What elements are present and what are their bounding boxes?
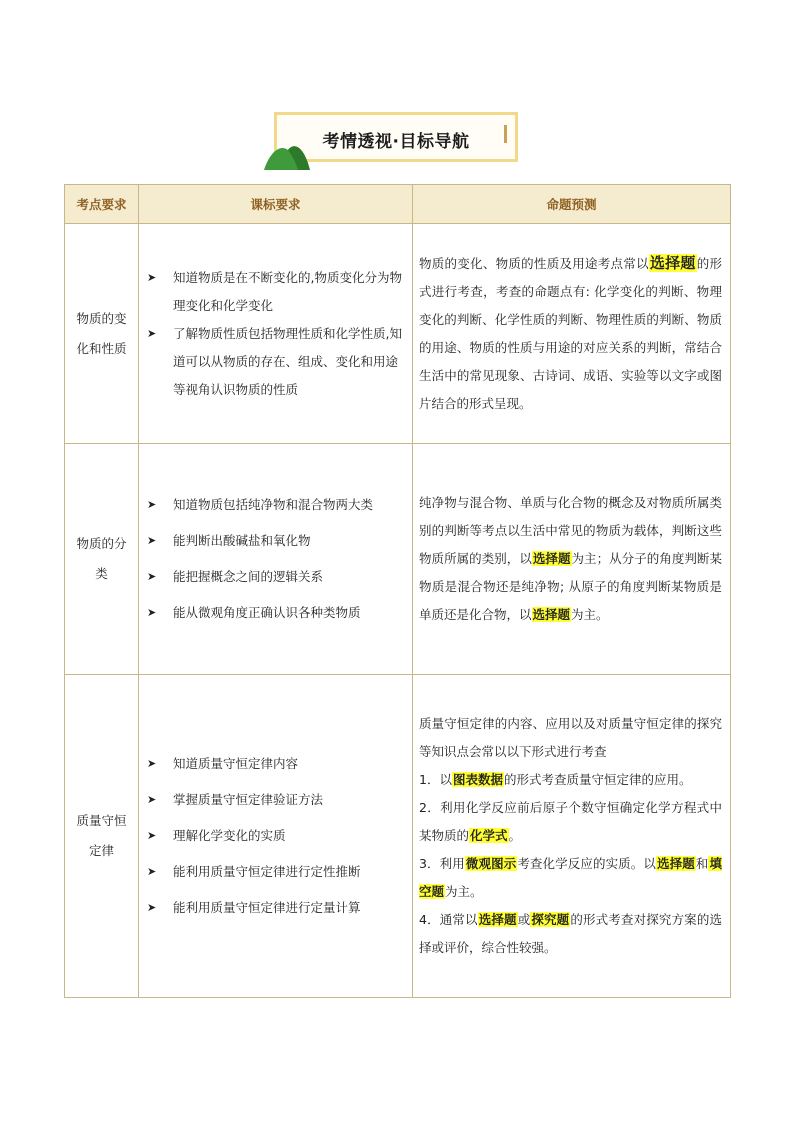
list-item: ➤ 了解物质性质包括物理性质和化学性质,知道可以从物质的存在、组成、变化和用途等视角认识物质的性质 xyxy=(147,320,406,404)
table-row xyxy=(65,444,731,675)
arrowhead-bullet-icon: ➤ xyxy=(147,793,157,806)
arrowhead-bullet-icon: ➤ xyxy=(147,865,157,878)
arrowhead-bullet-icon: ➤ xyxy=(147,326,157,340)
list-item: ➤ 能利用质量守恒定律进行定量计算 xyxy=(147,894,406,922)
prediction-text: 纯净物与混合物、单质与化合物的概念及对物质所属类别的判断等考点以生活中常见的物质为载体，判断这些物质所属的类别，以选择题为主；从分子的角度判断某物质是混合物还是纯净物; 从原子的角度判断某物质是单质还是化合物，以选择题为主。 xyxy=(419,495,722,622)
requirements-cell xyxy=(139,224,413,444)
prediction-item-3: 3．利用微观图示考查化学反应的实质。以选择题和填空题为主。 xyxy=(419,856,722,899)
topic-cell: 物质的分类 xyxy=(65,444,139,675)
header-prediction: 命题预测 xyxy=(413,185,731,224)
prediction-cell xyxy=(413,675,731,998)
arrowhead-bullet-icon: ➤ xyxy=(147,829,157,842)
highlight: 选择题 xyxy=(657,856,695,871)
prediction-cell xyxy=(413,224,731,444)
header-requirements: 课标要求 xyxy=(139,185,413,224)
arrowhead-bullet-icon: ➤ xyxy=(147,757,157,770)
table-header-row xyxy=(65,185,731,224)
highlight: 图表数据 xyxy=(452,772,503,787)
prediction-item-1: 1．以图表数据的形式考查质量守恒定律的应用。 xyxy=(419,772,692,787)
banner-accent-line xyxy=(504,125,507,143)
section-banner xyxy=(262,110,524,170)
prediction-cell xyxy=(413,444,731,675)
list-item: ➤ 能从微观角度正确认识各种类物质 xyxy=(147,599,406,627)
topic-cell: 质量守恒定律 xyxy=(65,675,139,998)
highlight: 选择题 xyxy=(532,607,571,622)
exam-analysis-table xyxy=(64,184,731,998)
banner-title: 考情透视·目标导航 xyxy=(322,132,470,152)
topic-cell: 物质的变化和性质 xyxy=(65,224,139,444)
highlight: 化学式 xyxy=(470,828,508,843)
green-hill-icon xyxy=(262,138,312,170)
prediction-item-2: 2．利用化学反应前后原子个数守恒确定化学方程式中某物质的化学式。 xyxy=(419,800,722,843)
prediction-item-4: 4．通常以选择题或探究题的形式考查对探究方案的选择或评价，综合性较强。 xyxy=(419,912,722,955)
table-row xyxy=(65,675,731,998)
highlight: 填空题 xyxy=(419,856,722,899)
header-topic: 考点要求 xyxy=(65,185,139,224)
list-item: ➤ 理解化学变化的实质 xyxy=(147,822,406,850)
highlight: 选择题 xyxy=(478,912,517,927)
arrowhead-bullet-icon: ➤ xyxy=(147,534,157,547)
arrowhead-bullet-icon: ➤ xyxy=(147,270,157,284)
list-item: ➤ 能判断出酸碱盐和氧化物 xyxy=(147,527,406,555)
arrowhead-bullet-icon: ➤ xyxy=(147,901,157,914)
list-item: ➤ 知道物质是在不断变化的,物质变化分为物理变化和化学变化 xyxy=(147,264,406,320)
list-item: ➤ 掌握质量守恒定律验证方法 xyxy=(147,786,406,814)
requirements-cell xyxy=(139,444,413,675)
highlight: 探究题 xyxy=(531,912,570,927)
list-item: ➤ 能把握概念之间的逻辑关系 xyxy=(147,563,406,591)
highlight: 微观图示 xyxy=(465,856,517,871)
arrowhead-bullet-icon: ➤ xyxy=(147,606,157,619)
list-item: ➤ 能利用质量守恒定律进行定性推断 xyxy=(147,858,406,886)
prediction-intro: 质量守恒定律的内容、应用以及对质量守恒定律的探究等知识点会常以以下形式进行考查 xyxy=(419,716,722,759)
list-item: ➤ 知道质量守恒定律内容 xyxy=(147,750,406,778)
arrowhead-bullet-icon: ➤ xyxy=(147,498,157,511)
list-item: ➤ 知道物质包括纯净物和混合物两大类 xyxy=(147,491,406,519)
highlight: 选择题 xyxy=(532,551,571,566)
arrowhead-bullet-icon: ➤ xyxy=(147,570,157,583)
highlight: 选择题 xyxy=(649,254,696,272)
prediction-text: 物质的变化、物质的性质及用途考点常以选择题的形式进行考查，考查的命题点有: 化学变化的判断、物理变化的判断、化学性质的判断、物理性质的判断、物质的用途、物质的性质与用途的对应关系的判断，常结合生活中的常见现象、古诗词、成语、实验等以文字或图片结合的形式呈现。 xyxy=(419,254,722,411)
table-row xyxy=(65,224,731,444)
requirements-cell xyxy=(139,675,413,998)
